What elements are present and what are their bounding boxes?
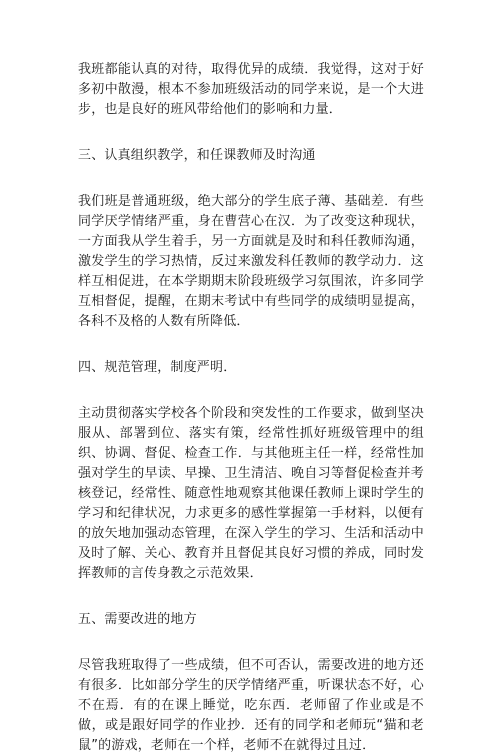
document-page bbox=[78, 60, 424, 756]
spacer bbox=[78, 120, 424, 146]
spacer bbox=[78, 584, 424, 610]
section-heading-teaching: 三、认真组织教学，和任课教师及时沟通 bbox=[78, 148, 316, 163]
paragraph-management: 主动贯彻落实学校各个阶段和突发性的工作要求，做到坚决服从、部署到位、落实有策，经常性抓好班级管理中的组织、协调、督促、检查工作．与其他班主任一样，经常性加强对学生的早读、早操、卫生清洁、晚自习等督促检查并考核登记，经常性、随意性地观察其他课任教师上课时学生的学习和纪律状况，力求更多的感性掌握第一手材料，以便有的放矢地加强动态管理，在深入学生的学习、生活和活动中及时了解、关心、教育并且督促其良好习惯的养成，同时发挥教师的言传身教之示范效果． bbox=[78, 406, 424, 581]
spacer bbox=[78, 378, 424, 404]
paragraph-class-progress: 我班都能认真的对待，取得优异的成绩．我觉得，这对于好多初中散漫，根本不参加班级活动的同学来说，是一个大进步，也是良好的班风带给他们的影响和力量． bbox=[78, 62, 424, 117]
paragraph-teaching-communication: 我们班是普通班级，绝大部分的学生底子薄、基础差．有些同学厌学情绪严重，身在曹营心在汉．为了改变这种现状，一方面我从学生着手，另一方面就是及时和科任教师沟通，激发学生的学习热情，反过来激发科任教师的教学动力．这样互相促进，在本学期期末阶段班级学习氛围浓，许多同学互相督促，提醒，在期末考试中有些同学的成绩明显提高，各科不及格的人数有所降低． bbox=[78, 194, 424, 329]
spacer bbox=[78, 630, 424, 656]
section-heading-management: 四、规范管理，制度严明． bbox=[78, 360, 237, 375]
spacer bbox=[78, 332, 424, 358]
spacer bbox=[78, 166, 424, 192]
paragraph-improvement: 尽管我班取得了一些成绩，但不可否认，需要改进的地方还有很多．比如部分学生的厌学情绪严重，听课状态不好，心不在焉．有的在课上睡觉，吃东西．老师留了作业或是不做，或是跟好同学的作业抄．还有的同学和老师玩“猫和老鼠”的游戏，老师在一个样，老师不在就得过且过． bbox=[78, 658, 424, 753]
section-heading-improvement: 五、需要改进的地方 bbox=[78, 612, 197, 627]
